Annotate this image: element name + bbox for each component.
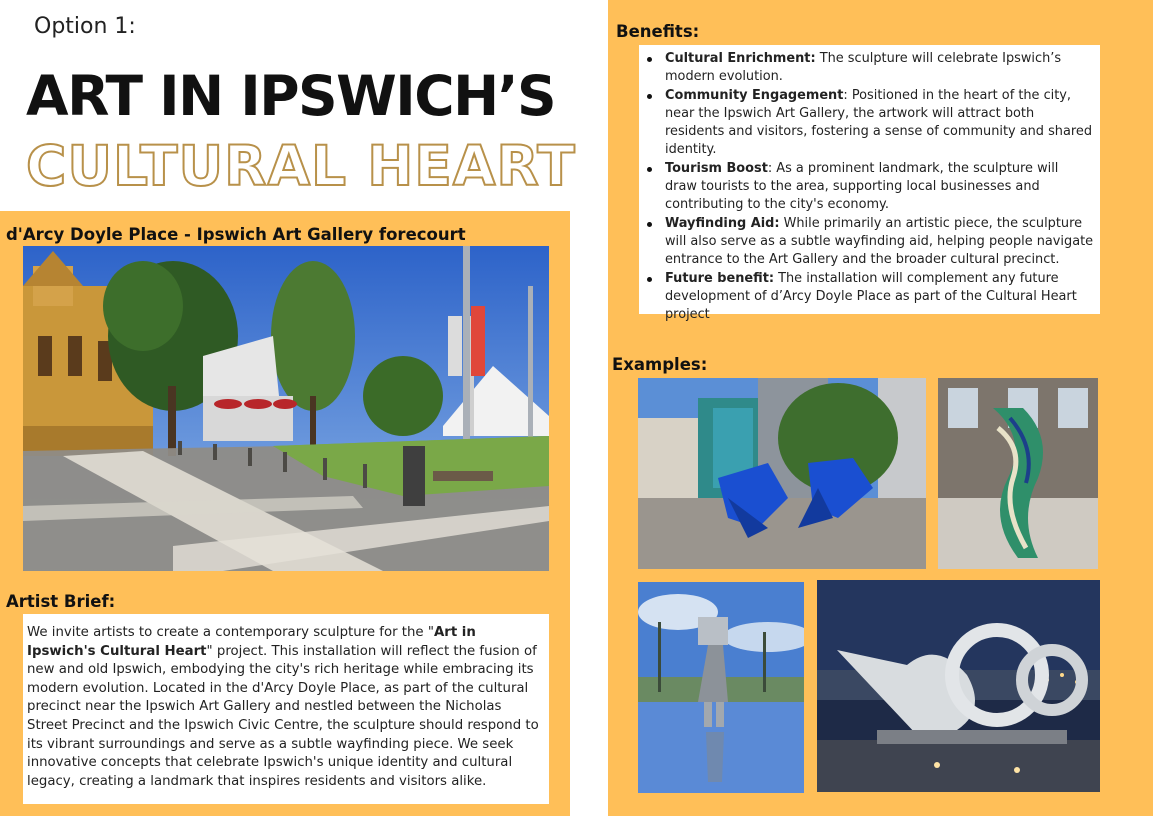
example-image-spiral-sculpture — [817, 580, 1100, 792]
list-item: Community Engagement: Positioned in the heart of the city, near the Ipswich Art Gallery, the artwork will attract both residents and visitors, fostering a sense of community and shared identity. — [665, 87, 1094, 160]
artist-brief-heading: Artist Brief: — [6, 592, 116, 611]
project-name: Art in Ipswich's Cultural Heart — [27, 625, 476, 659]
title-line-1: ART IN IPSWICH’S — [26, 64, 556, 128]
benefits-heading: Benefits: — [616, 22, 700, 41]
examples-heading: Examples: — [612, 355, 708, 374]
title-line-2: CULTURAL HEART — [26, 134, 576, 198]
list-item: Tourism Boost: As a prominent landmark, the sculpture will draw tourists to the area, supporting local businesses and contributing to the city's economy. — [665, 160, 1094, 215]
list-item: Future benefit: The installation will complement any future development of d’Arcy Doyle Place as part of the Cultural Heart project — [665, 270, 1094, 325]
example-image-patterned-sculpture — [938, 378, 1098, 569]
site-photo — [23, 246, 549, 571]
artist-brief-text: We invite artists to create a contemporary sculpture for the "Art in Ipswich's Cultural Heart" project. This installation will reflect the fusion of new and old Ipswich, embodying the city's rich heritage while embracing its modern evolution. Located in the d'Arcy Doyle Place, as part of the cultural precinct near the Ipswich Art Gallery and nestled between the Nicholas Street Precinct and the Ipswich Civic Centre, the sculpture should respond to its vibrant surroundings and serve as a subtle wayfinding piece. We seek innovative concepts that celebrate Ipswich's unique identity and cultural legacy, creating a landmark that inspires residents and visitors alike. — [27, 625, 539, 789]
example-image-metallic-figure — [638, 582, 804, 793]
option-label: Option 1: — [34, 14, 136, 39]
list-item: Wayfinding Aid: While primarily an artistic piece, the sculpture will also serve as a subtle wayfinding aid, helping people navigate entrance to the Art Gallery and the broader cultural precinct. — [665, 215, 1094, 270]
location-title: d'Arcy Doyle Place - Ipswich Art Gallery forecourt — [6, 225, 466, 244]
benefits-list — [665, 50, 1094, 324]
example-image-blue-sculpture — [638, 378, 926, 569]
benefits-box — [639, 45, 1100, 323]
artist-brief-box — [23, 614, 549, 804]
list-item: Cultural Enrichment: The sculpture will celebrate Ipswich’s modern evolution. — [665, 50, 1094, 87]
